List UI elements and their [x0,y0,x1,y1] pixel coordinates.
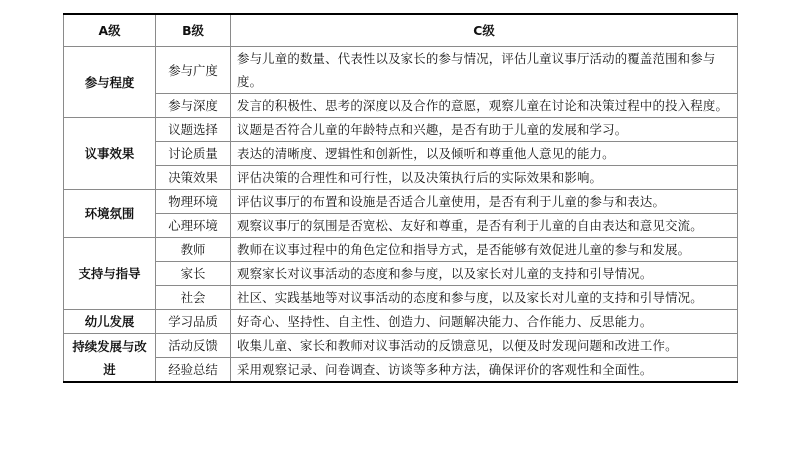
category-support: 支持与指导 [64,238,156,310]
criteria-cell: 评估议事厅的布置和设施是否适合儿童使用，是否有利于儿童的参与和表达。 [231,190,738,214]
subcategory-cell: 心理环境 [156,214,231,238]
table-row [64,94,738,118]
criteria-cell: 观察家长对议事活动的态度和参与度，以及家长对儿童的支持和引导情况。 [231,262,738,286]
subcategory-cell: 物理环境 [156,190,231,214]
header-b: B级 [156,14,231,47]
criteria-cell: 观察议事厅的氛围是否宽松、友好和尊重，是否有利于儿童的自由表达和意见交流。 [231,214,738,238]
table-row [64,262,738,286]
table-row [64,214,738,238]
criteria-cell: 好奇心、坚持性、自主性、创造力、问题解决能力、合作能力、反思能力。 [231,310,738,334]
table-row [64,334,738,358]
table-row [64,47,738,94]
table-row [64,286,738,310]
header-row [64,14,738,47]
category-participation: 参与程度 [64,47,156,118]
category-sustain: 持续发展与改进 [64,334,156,383]
subcategory-cell: 议题选择 [156,118,231,142]
header-c: C级 [231,14,738,47]
evaluation-table [63,13,738,383]
table-row [64,166,738,190]
category-environment: 环境氛围 [64,190,156,238]
table-row [64,118,738,142]
criteria-cell: 评估决策的合理性和可行性，以及决策执行后的实际效果和影响。 [231,166,738,190]
criteria-cell: 议题是否符合儿童的年龄特点和兴趣，是否有助于儿童的发展和学习。 [231,118,738,142]
category-effect: 议事效果 [64,118,156,190]
table-row [64,310,738,334]
criteria-cell: 采用观察记录、问卷调查、访谈等多种方法，确保评价的客观性和全面性。 [231,358,738,383]
subcategory-cell: 活动反馈 [156,334,231,358]
table-row [64,142,738,166]
subcategory-cell: 决策效果 [156,166,231,190]
criteria-cell: 教师在议事过程中的角色定位和指导方式，是否能够有效促进儿童的参与和发展。 [231,238,738,262]
subcategory-cell: 经验总结 [156,358,231,383]
subcategory-cell: 学习品质 [156,310,231,334]
subcategory-cell: 家长 [156,262,231,286]
header-a: A级 [64,14,156,47]
subcategory-cell: 参与广度 [156,47,231,94]
criteria-cell: 收集儿童、家长和教师对议事活动的反馈意见，以便及时发现问题和改进工作。 [231,334,738,358]
criteria-cell: 社区、实践基地等对议事活动的态度和参与度，以及家长对儿童的支持和引导情况。 [231,286,738,310]
subcategory-cell: 社会 [156,286,231,310]
table-row [64,190,738,214]
criteria-cell: 表达的清晰度、逻辑性和创新性，以及倾听和尊重他人意见的能力。 [231,142,738,166]
subcategory-cell: 讨论质量 [156,142,231,166]
criteria-cell: 参与儿童的数量、代表性以及家长的参与情况，评估儿童议事厅活动的覆盖范围和参与度。 [231,47,738,94]
table-row [64,238,738,262]
subcategory-cell: 参与深度 [156,94,231,118]
table-row [64,358,738,383]
subcategory-cell: 教师 [156,238,231,262]
category-child: 幼儿发展 [64,310,156,334]
criteria-cell: 发言的积极性、思考的深度以及合作的意愿，观察儿童在讨论和决策过程中的投入程度。 [231,94,738,118]
